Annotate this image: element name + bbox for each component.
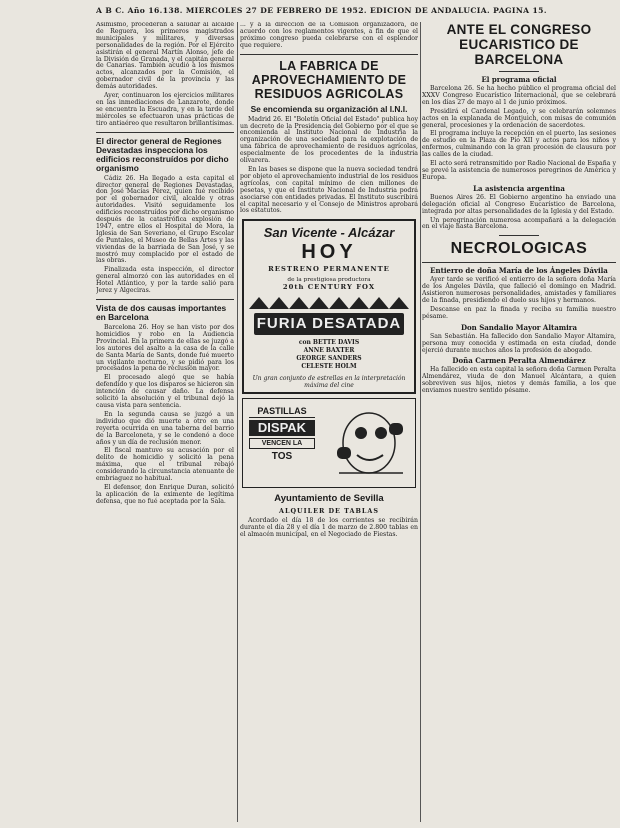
article-text: Cádiz 26. Ha llegado a esta capital el director general de Regiones Devastadas, don José Macías Pérez, quien fué recibido por el gobernador civil, alcalde y otras autoridades. Visitó seguidamente los edificios reconstruídos por dicho organismo después de la catastrófica explosión de 1947, entre ellos el Hospital de Mora, la Iglesia de San Severiano, el Grupo Escolar de Puntales, el Museo de Bellas Artes y las viviendas de la barriada de San José, y se mostró muy complacido por el estado de las obras. bbox=[96, 174, 234, 265]
mountains-icon bbox=[249, 295, 409, 309]
article-text: Barcelona 26. Hoy se han visto por dos homicidios y robo en la Audiencia Provincial. En la primera de ellas se juzgó a los autores del asalto a la casa de la calle de Santa María de Sants, donde fué muerto un vigilante nocturno, y se pidió para los procesados la pena de reclusión mayor. bbox=[96, 324, 234, 373]
article-text: El defensor, don Enrique Duran, solicitó la aplicación de la eximente de legítima defensa, que no fué aceptada por la Sala. bbox=[96, 483, 234, 505]
pastillas-text-block bbox=[249, 405, 315, 463]
headline-ayuntamiento: Ayuntamiento de Sevilla bbox=[274, 493, 384, 505]
brand-name: DISPAK bbox=[249, 420, 315, 436]
article-text: El acto será retransmitido por Radio Nacional de España y se prevé la asistencia de numerosos peregrinos de América y Europa. bbox=[422, 160, 616, 181]
pastillas-advertisement bbox=[242, 398, 416, 488]
column-center bbox=[240, 22, 418, 822]
ad-studio: 20th CENTURY FOX bbox=[282, 283, 376, 292]
section-necrologicas: NECROLOGICAS bbox=[450, 240, 588, 258]
cast-list bbox=[248, 339, 410, 371]
article-text: En la segunda causa se juzgó a un individuo que dió muerte a otro en una reyerta ocurrida en una taberna del barrio de la Barceloneta, y se le condenó a doce años y un día de reclusión menor. bbox=[96, 410, 234, 446]
article-text: En las bases se dispone que la nueva sociedad tendrá por objeto el aprovechamiento industrial de los residuos agrícolas, con capital mínimo de cien millones de pesetas, y que el Instituto Nacional de Industria podrá asociarse con entidades privadas. El Instituto suscribirá el capital necesario y el Consejo de Ministros aprobará los estatutos. bbox=[240, 165, 418, 215]
subheadline-ini: Se encomienda su organización al I.N.I. bbox=[250, 103, 408, 114]
article-text: Un peregrinación numerosa acompañará a la delegación en el viaje hasta Barcelona. bbox=[422, 216, 616, 231]
article-text: Buenos Aires 26. El Gobierno argentino ha enviado una delegación oficial al Congreso Eucarístico de Barcelona, integrada por altas personalidades de la Iglesia y del Estado. bbox=[422, 193, 616, 215]
article-text: Madrid 26. El "Boletín Oficial del Estado" publica hoy un decreto de la Presidencia del Gobierno por el que se encomienda al Instituto Nacional de Industria la organización de una sociedad para la explotación de una fábrica de aprovechamiento de residuos agrícolas, especialmente de los procedentes de la industria olivarera. bbox=[240, 115, 418, 165]
film-title: FURIA DESATADA bbox=[254, 313, 404, 335]
subheadline-alquiler: ALQUILER DE TABLAS bbox=[279, 507, 379, 516]
headline-congreso: ANTE EL CONGRESO EUCARISTICO DE BARCELONA bbox=[446, 22, 592, 67]
article-text: Ha fallecido en esta capital la señora doña Carmen Peralta Almendárez, viuda de don Manuel Alcántara, a quien sobreviven sus hijos, nietos y demás familia, a los que enviamos nuestro sentido pésame. bbox=[422, 366, 616, 395]
cinema-advertisement bbox=[242, 219, 416, 394]
cast-line: ANNE BAXTER bbox=[303, 347, 355, 355]
slogan-word: TOS bbox=[271, 451, 293, 463]
subheadline-programa: El programa oficial bbox=[481, 75, 557, 84]
cinema-name: San Vicente - Alcázar bbox=[263, 225, 395, 241]
cast-line: CELESTE HOLM bbox=[301, 363, 357, 371]
article-text: El programa incluye la recepción en el puerto, las sesiones de estudio en la Plaza de Pío XII y actos para los niños y enfermos, culminando con la gran procesión de clausura por las calles de la ciudad. bbox=[422, 130, 616, 159]
column-left bbox=[96, 22, 234, 822]
cast-line: GEORGE SANDERS bbox=[296, 355, 362, 363]
article-text: El fiscal mantuvo su acusación por el delito de homicidio y solicitó la pena máxima, que el tribunal rebajó considerando la circunstancia atenuante de embriaguez no habitual. bbox=[96, 447, 234, 483]
headline-almendarez: Doña Carmen Peralta Almendárez bbox=[452, 356, 586, 366]
article-text: Finalizada esta inspección, el director general almorzó con las autoridades en el Hotel Atlántico, y por la tarde salió para Jerez y Algeciras. bbox=[96, 266, 234, 295]
headline-altamira: Don Sandalio Mayor Altamira bbox=[460, 322, 578, 332]
boxer-illustration-icon bbox=[329, 403, 413, 483]
headline-director: El director general de Regiones Devastadas inspecciona los edificios reconstruídos por dicho organismo bbox=[96, 135, 229, 173]
article-text: San Sebastián. Ha fallecido don Sandalio Mayor Altamira, persona muy conocida y estimada en esta ciudad, donde ejerció durante muchos años la profesión de abogado. bbox=[422, 332, 616, 354]
headline-davila: Entierro de doña María de los Ángeles Dávila bbox=[430, 266, 608, 276]
divider bbox=[499, 235, 539, 236]
divider bbox=[96, 132, 234, 133]
ad-studio-line: de la prestigiosa productora bbox=[287, 277, 371, 284]
column-right bbox=[422, 22, 616, 822]
cast-line: con BETTE DAVIS bbox=[298, 339, 360, 347]
article-text: Presidirá el Cardenal Legado, y se celebrarán solemnes actos en la explanada de Montjuich, con misas de comunión general, procesiones y la ordenación de sacerdotes. bbox=[422, 107, 616, 129]
article-text: Descanse en paz la finada y reciba su familia nuestro pésame. bbox=[422, 305, 616, 320]
column-rule bbox=[420, 22, 421, 822]
ad-today: HOY bbox=[301, 241, 357, 264]
article-text: Asimismo, procederán a saludar al alcalde de Reguera, los primeros magistrados municipales y militares, y diversas personalidades de la región. Por el Ejército asistirán el general Martín Alonso, jefe de la División de Granada, y el capitán general de Canarias. También acudió a los mismos actos, alcanzados por la Comisión, el gobernador civil de la provincia y las demás autoridades. bbox=[96, 22, 234, 91]
column-rule bbox=[237, 22, 238, 822]
page-header: A B C. Año 16.138. MIERCOLES 27 DE FEBRERO DE 1952. EDICION DE ANDALUCIA. PAGINA 15. bbox=[96, 6, 547, 15]
article-text: Acordado el día 18 de los corrientes se recibirán durante el día 28 y el día 1 de marzo de 2.800 tablas en el almacén municipal, en el Negociado de Fiestas. bbox=[240, 517, 418, 539]
divider bbox=[422, 262, 616, 263]
headline-vista: Vista de dos causas importantes en Barcelona bbox=[96, 303, 227, 322]
article-text: Barcelona 26. Se ha hecho público el programa oficial del XXXV Congreso Eucarístico Internacional, que se celebrará en los días 27 de mayo al 1 de junio próximos. bbox=[422, 85, 616, 106]
article-text: ... y a la dirección de la Comisión organizadora, de acuerdo con los reglamentos vigentes, a fin de que el próximo congreso pueda celebrarse con el esplendor que requiere. bbox=[240, 22, 418, 49]
ad-premiere: RESTRENO PERMANENTE bbox=[268, 265, 390, 274]
ad-tagline: Un gran conjunto de estrellas en la interpretación máxima del cine bbox=[252, 375, 406, 390]
headline-fabrica: LA FABRICA DE APROVECHAMIENTO DE RESIDUOS AGRICOLAS bbox=[251, 58, 407, 101]
divider bbox=[240, 54, 418, 55]
slogan: VENCEN LA bbox=[249, 438, 315, 449]
brand-line: PASTILLAS bbox=[249, 405, 315, 418]
divider bbox=[96, 299, 234, 300]
divider bbox=[499, 71, 539, 72]
subheadline-asistencia: La asistencia argentina bbox=[473, 183, 565, 193]
article-text: El procesado alegó que se había defendido y que los disparos se hicieron sin intención de causar daño. La defensa solicitó la absolución y el tribunal dejó la causa vista para sentencia. bbox=[96, 374, 234, 409]
article-text: Ayer tarde se verificó el entierro de la señora doña María de los Ángeles Dávila, que falleció el domingo en Madrid. Asistieron numerosas personalidades, amistades y familiares de la finada, presidiendo el duelo sus hijos y hermanos. bbox=[422, 276, 616, 305]
article-text: Ayer, continuaron los ejercicios militares en las inmediaciones de Lanzarote, donde se encuentra la Escuadra, y en la tarde del miércoles se efectuaron unas prácticas de tiro antiaéreo que resultaron brillantísimas. bbox=[96, 92, 234, 127]
